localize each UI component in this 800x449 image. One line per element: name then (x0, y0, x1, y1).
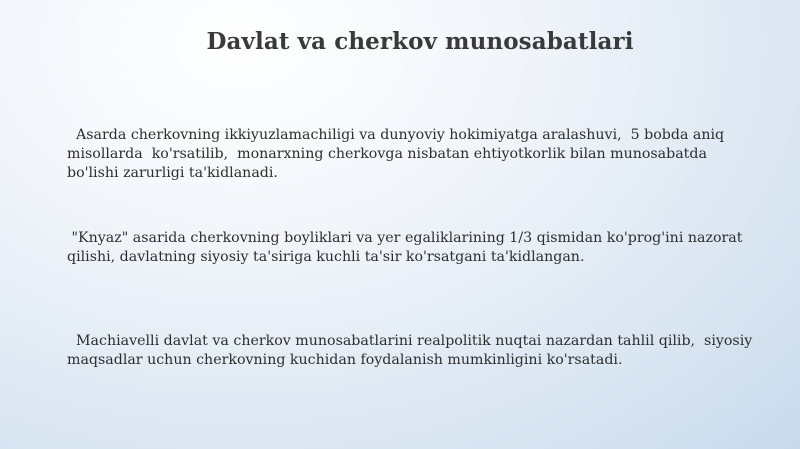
paragraph-2: "Knyaz" asarida cherkovning boyliklari va yer egaliklarining 1/3 qismidan ko'prog'ini nazorat qilishi, davlatning siyosiy ta'siriga kuchli ta'sir ko'rsatgani ta'kidlangan. (67, 230, 743, 265)
slide-title: Davlat va cherkov munosabatlari (206, 28, 634, 55)
paragraph-3: Machiavelli davlat va cherkov munosabatlarini realpolitik nuqtai nazardan tahlil qilib, siyosiy maqsadlar uchun cherkovning kuchidan foydalanish mumkinligini ko'rsatadi. (67, 333, 753, 368)
paragraph-1: Asarda cherkovning ikkiyuzlamachiligi va dunyoviy hokimiyatga aralashuvi, 5 bobda aniq misollarda ko'rsatilib, monarxning cherkovga nisbatan ehtiyotkorlik bilan munosabatda bo'lishi zarurligi ta'kidlanadi. (67, 127, 725, 181)
